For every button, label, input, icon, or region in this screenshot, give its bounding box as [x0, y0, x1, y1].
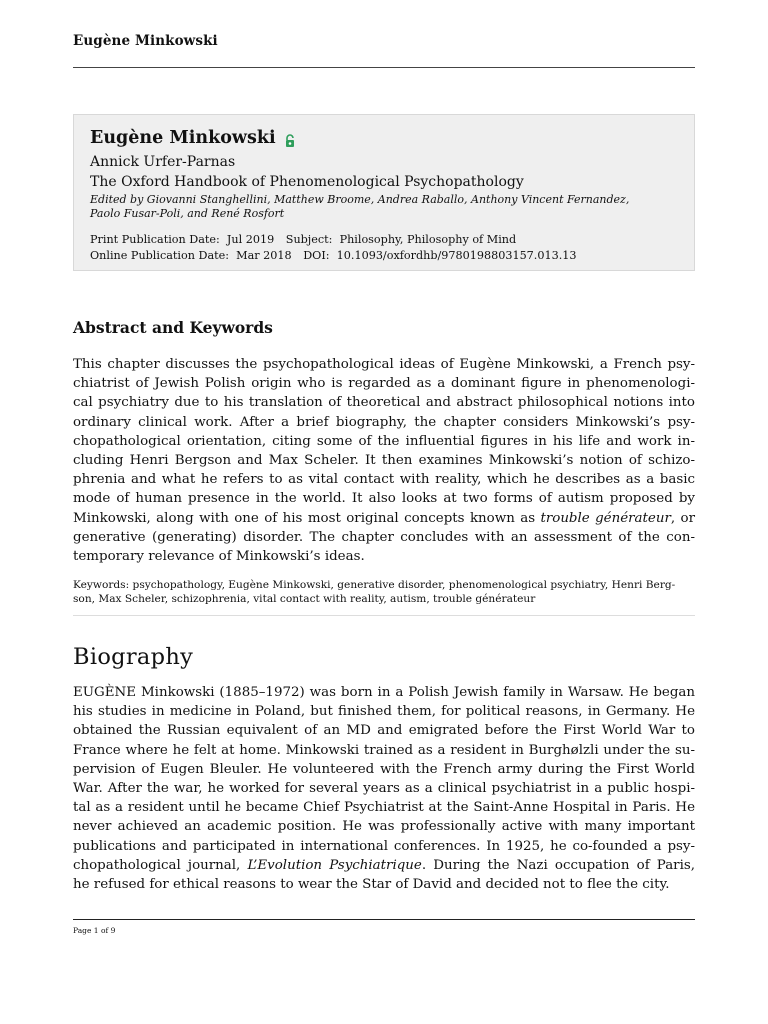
abstract-line: temporary relevance of Minkowski’s ideas. — [73, 549, 365, 565]
print-info-row — [90, 232, 678, 248]
chapter-title: Eugène Minkowski — [90, 128, 276, 148]
abstract-line: ordinary clinical work. After a brief biography, the chapter considers Minkowski’s psy- — [73, 414, 695, 430]
editors-line: Paolo Fusar-Poli, and René Rosfort — [90, 206, 285, 220]
keywords — [73, 578, 695, 606]
biography-line: War. After the war, he worked for several years as a clinical psychiatrist in a public hospi- — [73, 781, 695, 797]
online-date-label: Online Publication Date: — [90, 249, 229, 262]
biography-text-run: . During the Nazi occupation of Paris, — [421, 857, 695, 873]
citation-box — [73, 114, 695, 271]
subject-value: Philosophy, Philosophy of Mind — [339, 233, 517, 246]
keywords-divider — [73, 615, 695, 616]
doi-value[interactable]: 10.1093/oxfordhb/9780198803157.013.13 — [336, 249, 577, 262]
book-title: The Oxford Handbook of Phenomenological Psychopathology — [90, 174, 524, 190]
abstract-line: mode of human presence in the world. It also looks at two forms of autism proposed by — [73, 491, 695, 507]
abstract-text — [73, 355, 695, 566]
biography-line: France where he felt at home. Minkowski trained as a resident in Burghølzli under the su- — [73, 742, 695, 758]
running-head: Eugène Minkowski — [73, 33, 218, 49]
abstract-heading: Abstract and Keywords — [73, 318, 273, 337]
doi-label: DOI: — [303, 249, 330, 262]
header-divider — [73, 67, 695, 68]
abstract-italic-term: trouble générateur — [540, 510, 671, 526]
online-date: Mar 2018 — [236, 249, 292, 262]
abstract-line: cal psychiatry due to his translation of theoretical and abstract philosophical notions into — [73, 395, 695, 411]
abstract-line: generative (generating) disorder. The chapter concludes with an assessment of the con- — [73, 529, 695, 545]
keywords-line: son, Max Scheler, schizophrenia, vital contact with reality, autism, trouble générateur — [73, 593, 536, 605]
page-number: Page 1 of 9 — [73, 926, 116, 935]
publication-info — [90, 232, 678, 264]
biography-line: never achieved an academic position. He was professionally active with many important — [73, 819, 695, 835]
biography-line: pervision of Eugen Bleuler. He volunteered with the French army during the First World — [73, 761, 695, 777]
chapter-author: Annick Urfer-Parnas — [90, 154, 236, 170]
biography-line: EUGÈNE Minkowski (1885–1972) was born in a Polish Jewish family in Warsaw. He began — [73, 685, 695, 700]
biography-text-run: chopathological journal, — [73, 857, 248, 873]
biography-line: publications and participated in international conferences. In 1925, he co-founded a psy- — [73, 838, 695, 854]
abstract-line: phrenia and what he refers to as vital contact with reality, which he describes as a basic — [73, 472, 695, 488]
abstract-line — [73, 509, 695, 528]
print-date-label: Print Publication Date: — [90, 233, 220, 246]
abstract-line: cluding Henri Bergson and Max Scheler. It then examines Minkowski’s notion of schizo- — [73, 453, 695, 469]
biography-text — [73, 683, 695, 894]
section-title: Biography — [73, 644, 194, 670]
chapter-title-row — [90, 127, 678, 149]
biography-line: his studies in medicine in Poland, but finished them, for political reasons, in Germany. He — [73, 704, 695, 720]
journal-title: L’Evolution Psychiatrique — [247, 857, 422, 873]
editors-line: Edited by Giovanni Stanghellini, Matthew Broome, Andrea Raballo, Anthony Vincent Fernandez, — [90, 193, 630, 206]
footer-divider — [73, 919, 695, 920]
abstract-line: chopathological orientation, citing some of the influential figures in his life and work in- — [73, 433, 695, 449]
biography-line — [73, 856, 695, 875]
abstract-text-run: , or — [670, 510, 695, 526]
book-editors — [90, 193, 678, 220]
abstract-line: This chapter discusses the psychopathological ideas of Eugène Minkowski, a French psy- — [73, 357, 695, 372]
online-info-row — [90, 248, 678, 264]
open-access-lock-icon — [284, 132, 296, 146]
abstract-line: chiatrist of Jewish Polish origin who is regarded as a dominant figure in phenomenologi- — [73, 376, 695, 392]
biography-line: tal as a resident until he became Chief Psychiatrist at the Saint-Anne Hospital in Paris. He — [73, 800, 695, 816]
biography-line: obtained the Russian equivalent of an MD and emigrated before the First World War to — [73, 723, 695, 739]
abstract-text-run: Minkowski, along with one of his most original concepts known as — [73, 510, 541, 526]
print-date: Jul 2019 — [226, 233, 275, 246]
keywords-line: Keywords: psychopathology, Eugène Minkowski, generative disorder, phenomenological psychiatry, Henri Berg- — [73, 579, 676, 591]
subject-label: Subject: — [285, 233, 333, 246]
biography-line: he refused for ethical reasons to wear the Star of David and decided not to flee the city. — [73, 877, 670, 893]
